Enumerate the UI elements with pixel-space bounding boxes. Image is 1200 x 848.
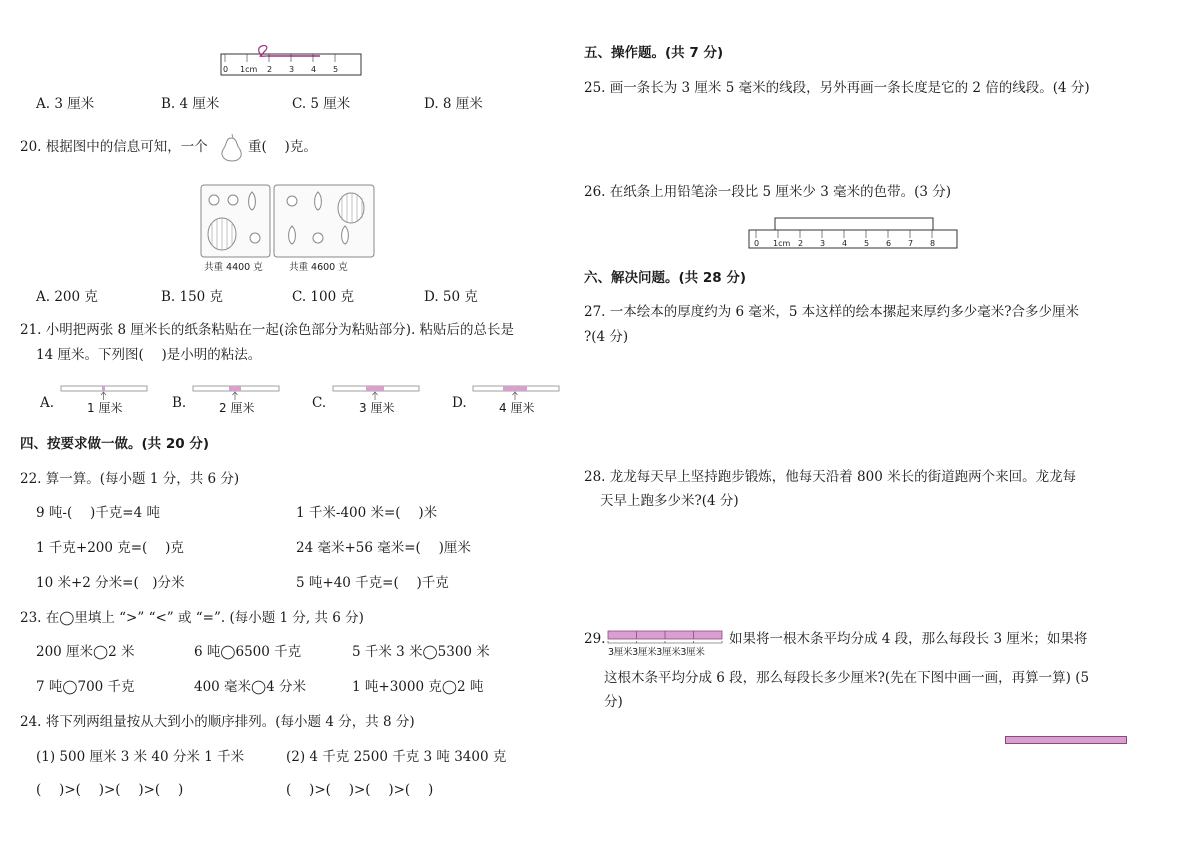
q23-item: 200 厘米◯2 米 [36, 644, 135, 660]
q20-option-a[interactable]: A. 200 克 [36, 289, 98, 305]
ruler-label: 7 [908, 239, 914, 248]
q27-line-1: 27. 一本绘本的厚度约为 6 毫米，5 本这样的绘本摞起来厚约多少毫米?合多少厘米 [584, 304, 1080, 320]
q24-group-2: (2) 4 千克 2500 千克 3 吨 3400 克 [286, 749, 507, 765]
q20-stem-start: 20. 根据图中的信息可知，一个 [20, 139, 208, 155]
q27-line-2: ?(4 分) [584, 329, 629, 345]
ruler-label: 3 [820, 239, 826, 248]
ruler-label: 3 [289, 65, 295, 74]
q19-option-b[interactable]: B. 4 厘米 [161, 96, 220, 112]
q20-option-b[interactable]: B. 150 克 [161, 289, 224, 305]
q22-item: 1 千米-400 米=( )米 [296, 505, 438, 521]
q29-line-1: 如果将一根木条平均分成 4 段，那么每段长 3 厘米；如果将 [729, 631, 1088, 647]
q21-label-b: 2 厘米 [219, 401, 255, 415]
q22-item: 9 吨-( )千克=4 吨 [36, 505, 160, 521]
q22-item: 5 吨+40 千克=( )千克 [296, 575, 449, 591]
q21-option-a-letter[interactable]: A. [40, 395, 55, 411]
q23-item: 7 吨◯700 千克 [36, 679, 135, 695]
q22-item: 10 米+2 分米=( )分米 [36, 575, 185, 591]
q21-option-b-letter[interactable]: B. [172, 395, 187, 411]
q29-line-3: 分) [604, 694, 623, 710]
q21-label-c: 3 厘米 [359, 401, 395, 415]
q24-blanks-2: ( )>( )>( )>( ) [286, 782, 434, 798]
q26-ruler-figure [748, 217, 960, 251]
q20-option-c[interactable]: C. 100 克 [292, 289, 354, 305]
q28-line-2: 天早上跑多少米?(4 分) [600, 493, 739, 509]
q28-line-1: 28. 龙龙每天早上坚持跑步锻炼，他每天沿着 800 米长的街道跑两个来回。龙龙每 [584, 469, 1077, 485]
q21-label-d: 4 厘米 [499, 401, 535, 415]
pear-icon [218, 130, 246, 162]
q29-segment-label: 3厘米3厘米3厘米3厘米 [608, 647, 705, 658]
q23-item: 400 毫米◯4 分米 [194, 679, 307, 695]
q29-wood-strip [607, 630, 725, 644]
q23-item: 5 千米 3 米◯5300 米 [352, 644, 490, 660]
section-4-heading: 四、按要求做一做。(共 20 分) [20, 436, 210, 452]
q24-title: 24. 将下列两组量按从大到小的顺序排列。(每小题 4 分，共 8 分) [20, 714, 415, 730]
ruler-label: 1cm [240, 65, 258, 74]
q22-title: 22. 算一算。(每小题 1 分，共 6 分) [20, 471, 240, 487]
q21-label-a: 1 厘米 [87, 401, 123, 415]
q20-scale-figure [200, 184, 376, 260]
ruler-label: 4 [311, 65, 317, 74]
ruler-label: 2 [267, 65, 273, 74]
ruler-label: 2 [798, 239, 804, 248]
q23-item: 1 吨+3000 克◯2 吨 [352, 679, 484, 695]
q21-line-1: 21. 小明把两张 8 厘米长的纸条粘贴在一起(涂色部分为粘贴部分). 粘贴后的总长是 [20, 322, 515, 338]
ruler-label: 5 [864, 239, 870, 248]
q25-text: 25. 画一条长为 3 厘米 5 毫米的线段，另外再画一条长度是它的 2 倍的线段。(4 分) [584, 80, 1090, 96]
q21-option-c-letter[interactable]: C. [312, 395, 327, 411]
q23-title: 23. 在◯里填上 “>” “<” 或 “=”. (每小题 1 分, 共 6 分) [20, 610, 364, 626]
section-6-heading: 六、解决问题。(共 28 分) [584, 270, 747, 286]
q24-blanks-1: ( )>( )>( )>( ) [36, 782, 184, 798]
ruler-label: 5 [333, 65, 339, 74]
ruler-label: 1cm [773, 239, 791, 248]
ruler-label: 0 [754, 239, 760, 248]
ruler-label: 0 [223, 65, 229, 74]
q19-option-a[interactable]: A. 3 厘米 [36, 96, 95, 112]
q23-item: 6 吨◯6500 千克 [194, 644, 302, 660]
q24-group-1: (1) 500 厘米 3 米 40 分米 1 千米 [36, 749, 245, 765]
q29-drawing-strip[interactable] [1005, 736, 1127, 744]
ruler-label: 8 [930, 239, 936, 248]
q20-caption-1: 共重 4400 克 [204, 262, 263, 273]
section-5-heading: 五、操作题。(共 7 分) [584, 45, 724, 61]
q21-line-2: 14 厘米。下列图( )是小明的粘法。 [36, 347, 262, 363]
q20-stem-end: 重( )克。 [248, 139, 317, 155]
ruler-label: 6 [886, 239, 892, 248]
q22-item: 1 千克+200 克=( )克 [36, 540, 184, 556]
ruler-label: 4 [842, 239, 848, 248]
q21-option-d-letter[interactable]: D. [452, 395, 467, 411]
q26-text: 26. 在纸条上用铅笔涂一段比 5 厘米少 3 毫米的色带。(3 分) [584, 184, 952, 200]
q19-option-c[interactable]: C. 5 厘米 [292, 96, 351, 112]
q22-item: 24 毫米+56 毫米=( )厘米 [296, 540, 471, 556]
q19-option-d[interactable]: D. 8 厘米 [424, 96, 483, 112]
q19-ruler-figure [220, 42, 365, 82]
q29-line-2: 这根木条平均分成 6 段，那么每段长多少厘米?(先在下图中画一画，再算一算) (5 [604, 670, 1090, 686]
q20-caption-2: 共重 4600 克 [289, 262, 348, 273]
q29-number: 29. [584, 631, 606, 647]
q20-option-d[interactable]: D. 50 克 [424, 289, 478, 305]
